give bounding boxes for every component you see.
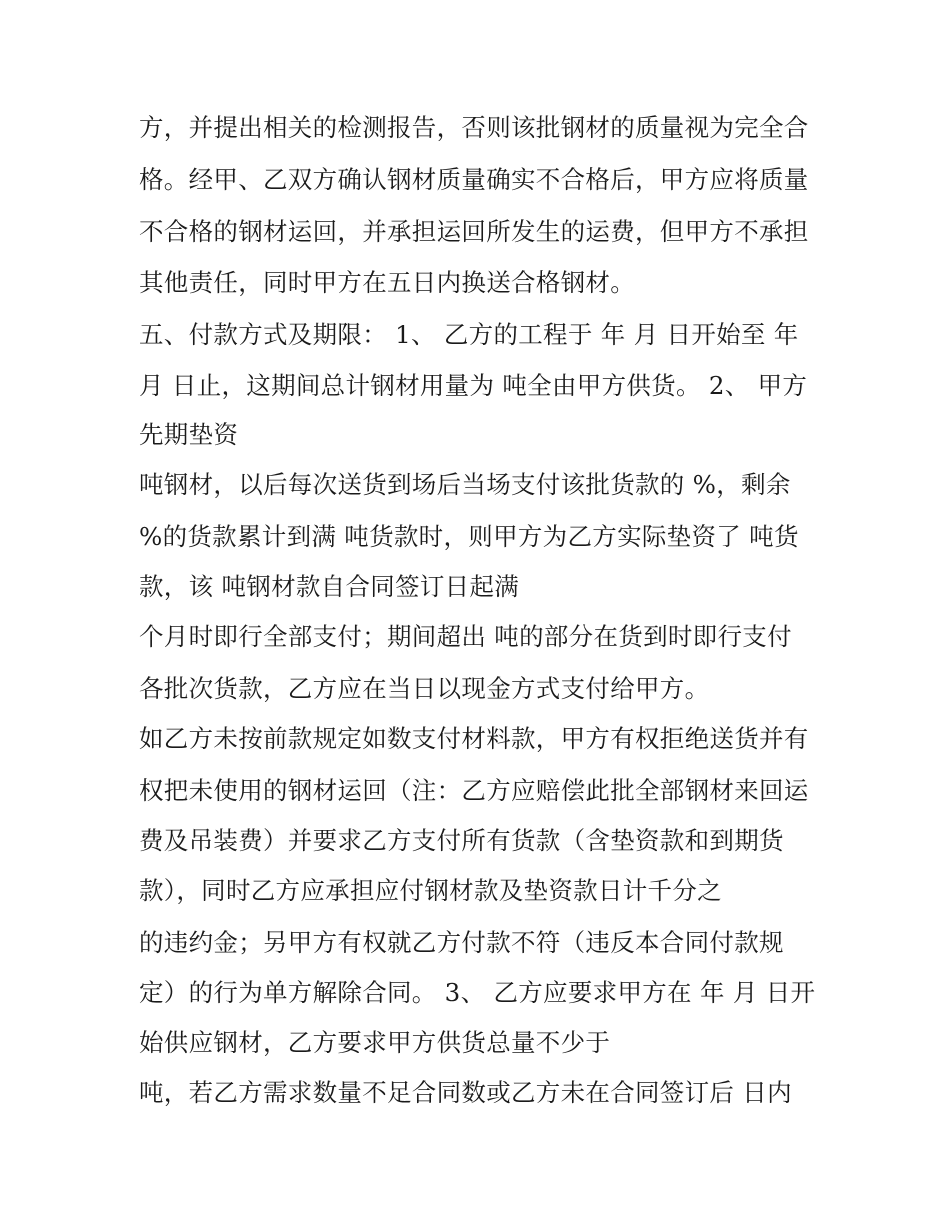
text-line: 吨钢材，以后每次送货到场后当场支付该批货款的 %，剩余 [139,470,791,499]
text-line: 方，并提出相关的检测报告，否则该批钢材的质量视为完全合 [139,113,809,142]
text-line: 权把未使用的钢材运回（注：乙方应赔偿此批全部钢材来回运 [139,776,809,805]
text-line: 费及吊装费）并要求乙方支付所有货款（含垫资款和到期货 [139,826,784,855]
text-line: 各批次货款，乙方应在当日以现金方式支付给甲方。 [139,674,710,703]
text-line: 款，该 吨钢材款自合同签订日起满 [139,572,520,601]
text-line: 五、付款方式及期限： 1、 乙方的工程于 年 月 日开始至 年 [139,320,799,349]
text-line: 始供应钢材，乙方要求甲方供货总量不少于 [139,1028,611,1057]
text-line: 如乙方未按前款规定如数支付材料款，甲方有权拒绝送货并有 [139,724,809,753]
text-line: 款），同时乙方应承担应付钢材款及垫资款日计千分之 [139,876,722,905]
text-line: 格。经甲、乙双方确认钢材质量确实不合格后，甲方应将质量 [139,165,809,194]
text-line: 的违约金；另甲方有权就乙方付款不符（违反本合同付款规 [139,928,784,957]
text-line: %的货款累计到满 吨货款时，则甲方为乙方实际垫资了 吨货 [139,522,799,551]
text-line: 吨，若乙方需求数量不足合同数或乙方未在合同签订后 日内 [139,1078,792,1107]
text-line: 个月时即行全部支付；期间超出 吨的部分在货到时即行支付 [139,622,792,651]
text-line: 先期垫资 [139,420,239,449]
text-line: 其他责任，同时甲方在五日内换送合格钢材。 [139,268,635,297]
text-line: 不合格的钢材运回，并承担运回所发生的运费，但甲方不承担 [139,217,809,246]
text-line: 定）的行为单方解除合同。 3、 乙方应要求甲方在 年 月 日开 [139,978,816,1007]
text-line: 月 日止，这期间总计钢材用量为 吨全由甲方供货。 2、 甲方 [139,371,808,400]
